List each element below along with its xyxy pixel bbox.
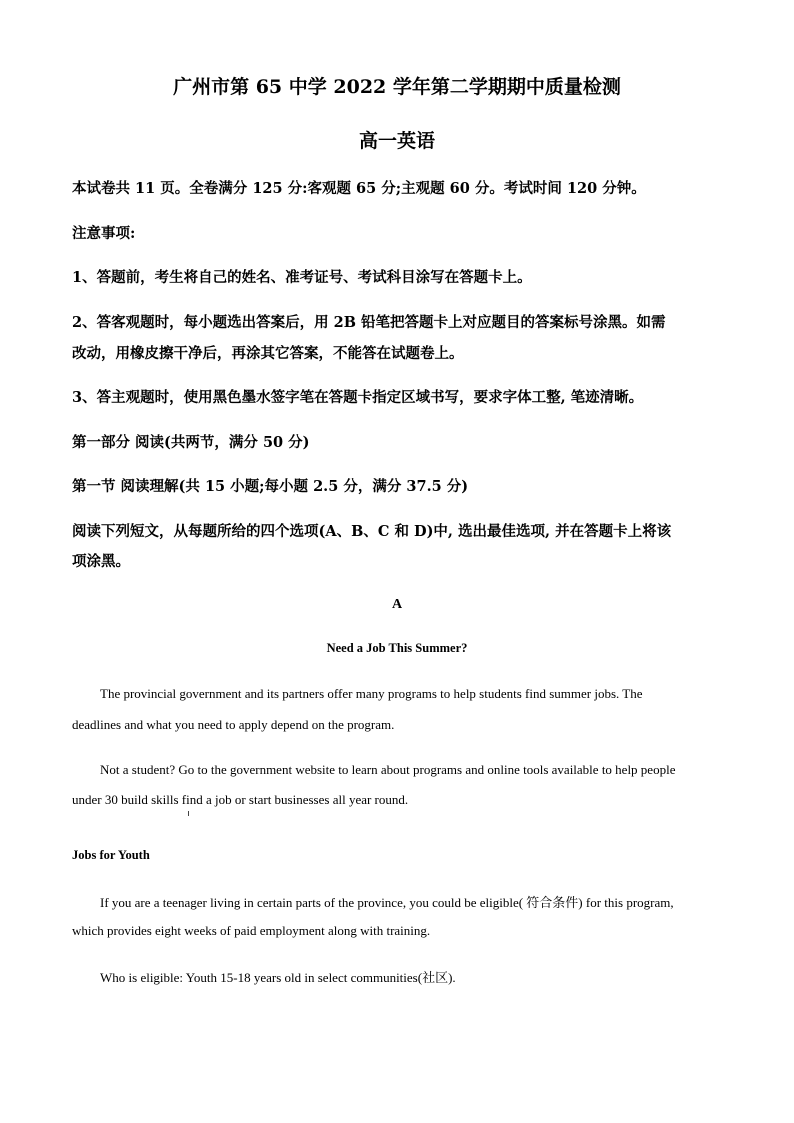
stray-mark	[188, 811, 189, 816]
subheading-jobs-for-youth: Jobs for Youth	[72, 848, 150, 862]
notice-heading: 注意事项:	[72, 225, 136, 242]
notice-item-3: 3、答主观题时，使用黑色墨水签字笔在答题卡指定区域书写，要求字体工整, 笔迹清晰。	[72, 389, 644, 406]
notice-item-1: 1、答题前，考生将自己的姓名、准考证号、考试科目涂写在答题卡上。	[72, 269, 532, 286]
exam-summary: 本试卷共 11 页。全卷满分 125 分:客观题 65 分;主观题 60 分。考试时间 120 分钟。	[72, 180, 646, 197]
instructions-line1: 阅读下列短文，从每题所给的四个选项(A、B、C 和 D)中, 选出最佳选项, 并在答题卡上将该	[72, 523, 672, 540]
passage-label: A	[391, 597, 403, 612]
exam-title: 广州市第 65 中学 2022 学年第二学期期中质量检测	[173, 76, 621, 98]
section-heading: 第一节 阅读理解(共 15 小题;每小题 2.5 分，满分 37.5 分)	[72, 478, 469, 495]
paragraph-1-line2: deadlines and what you need to apply depend on the program.	[72, 717, 395, 732]
paragraph-3-line2: which provides eight weeks of paid employment along with training.	[72, 923, 431, 938]
passage-title: Need a Job This Summer?	[326, 641, 468, 655]
part-heading: 第一部分 阅读(共两节，满分 50 分)	[72, 434, 310, 451]
subject-title: 高一英语	[358, 130, 435, 152]
paragraph-4: Who is eligible: Youth 15-18 years old in select communities(社区).	[100, 970, 456, 985]
notice-item-2-line1: 2、答客观题时，每小题选出答案后，用 2B 铅笔把答题卡上对应题目的答案标号涂黑。如需	[72, 314, 666, 331]
paragraph-3-line1: If you are a teenager living in certain parts of the province, you could be eligible( 符合条件) for this program,	[100, 895, 674, 910]
paragraph-2-line2: under 30 build skills find a job or start businesses all year round.	[72, 792, 409, 807]
notice-item-2-line2: 改动，用橡皮擦干净后，再涂其它答案，不能答在试题卷上。	[72, 345, 464, 362]
paragraph-2-line1: Not a student? Go to the government website to learn about programs and online tools available to help people	[100, 762, 676, 777]
paragraph-1-line1: The provincial government and its partners offer many programs to help students find summer jobs. The	[100, 686, 643, 701]
instructions-line2: 项涂黑。	[72, 553, 130, 570]
